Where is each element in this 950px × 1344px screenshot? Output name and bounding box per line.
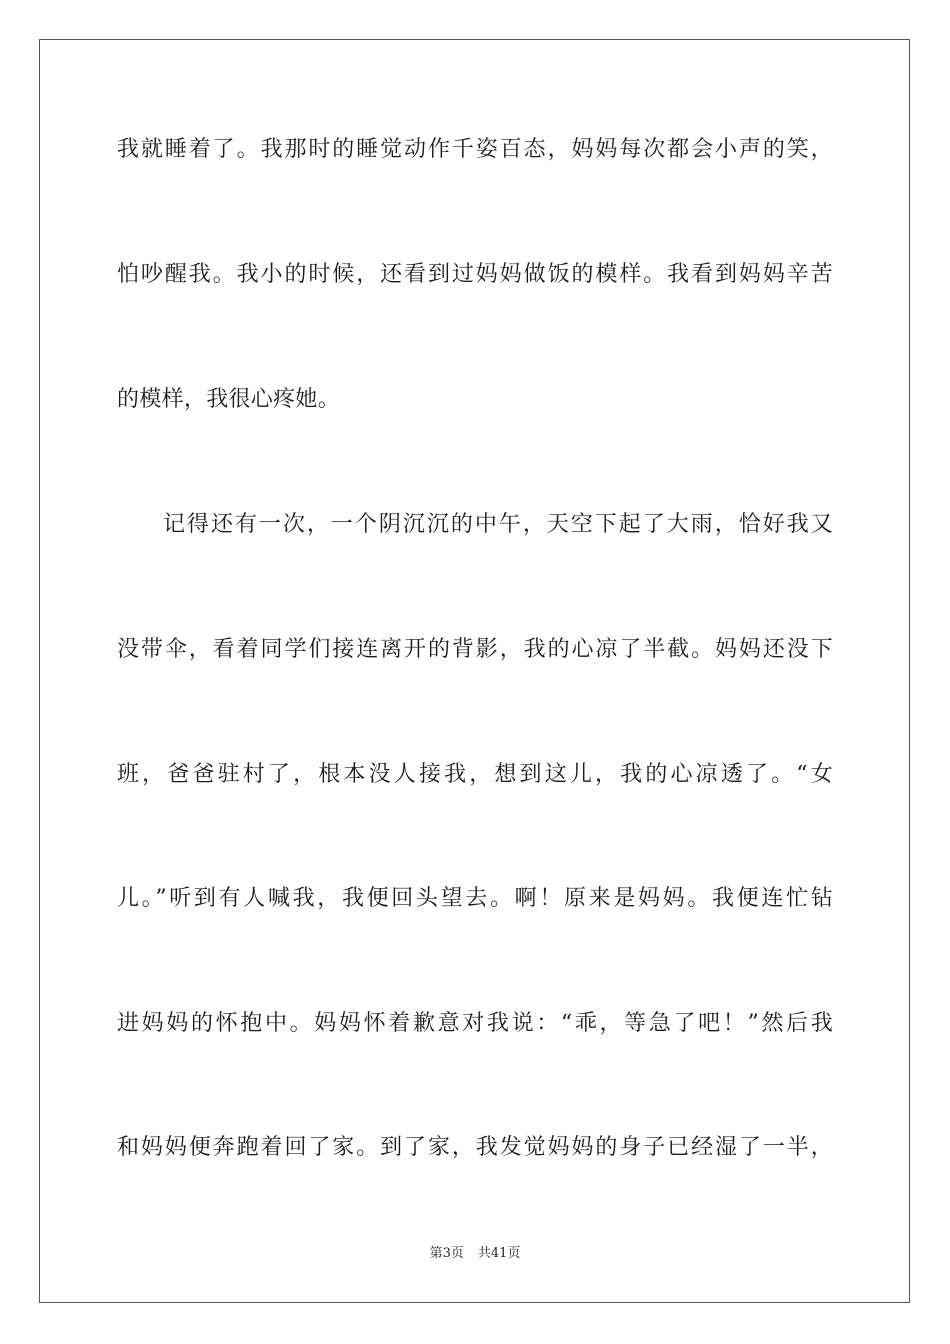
page-number: 第3页 [429,1246,464,1261]
text-line-5: 没带伞，看着同学们接连离开的背影，我的心凉了半截。妈妈还没下 [117,637,833,662]
total-pages: 共41页 [477,1246,521,1261]
text-line-2: 怕吵醒我。我小的时候，还看到过妈妈做饭的模样。我看到妈妈辛苦 [117,262,833,287]
text-line-8: 进妈妈的怀抱中。妈妈怀着歉意对我说：“乖，等急了吧！”然后我 [117,1011,833,1036]
text-line-6: 班，爸爸驻村了，根本没人接我，想到这儿，我的心凉透了。“女 [117,762,833,787]
text-line-4-paragraph-start: 记得还有一次，一个阴沉沉的中午，天空下起了大雨，恰好我又 [163,512,833,537]
text-line-3: 的模样，我很心疼她。 [117,387,341,412]
text-line-1: 我就睡着了。我那时的睡觉动作千姿百态，妈妈每次都会小声的笑， [117,137,833,162]
page-footer [0,1245,950,1263]
text-line-7: 儿。”听到有人喊我，我便回头望去。啊！原来是妈妈。我便连忙钻 [117,886,833,911]
text-line-9: 和妈妈便奔跑着回了家。到了家，我发觉妈妈的身子已经湿了一半， [117,1135,833,1160]
page-border [39,39,910,1303]
